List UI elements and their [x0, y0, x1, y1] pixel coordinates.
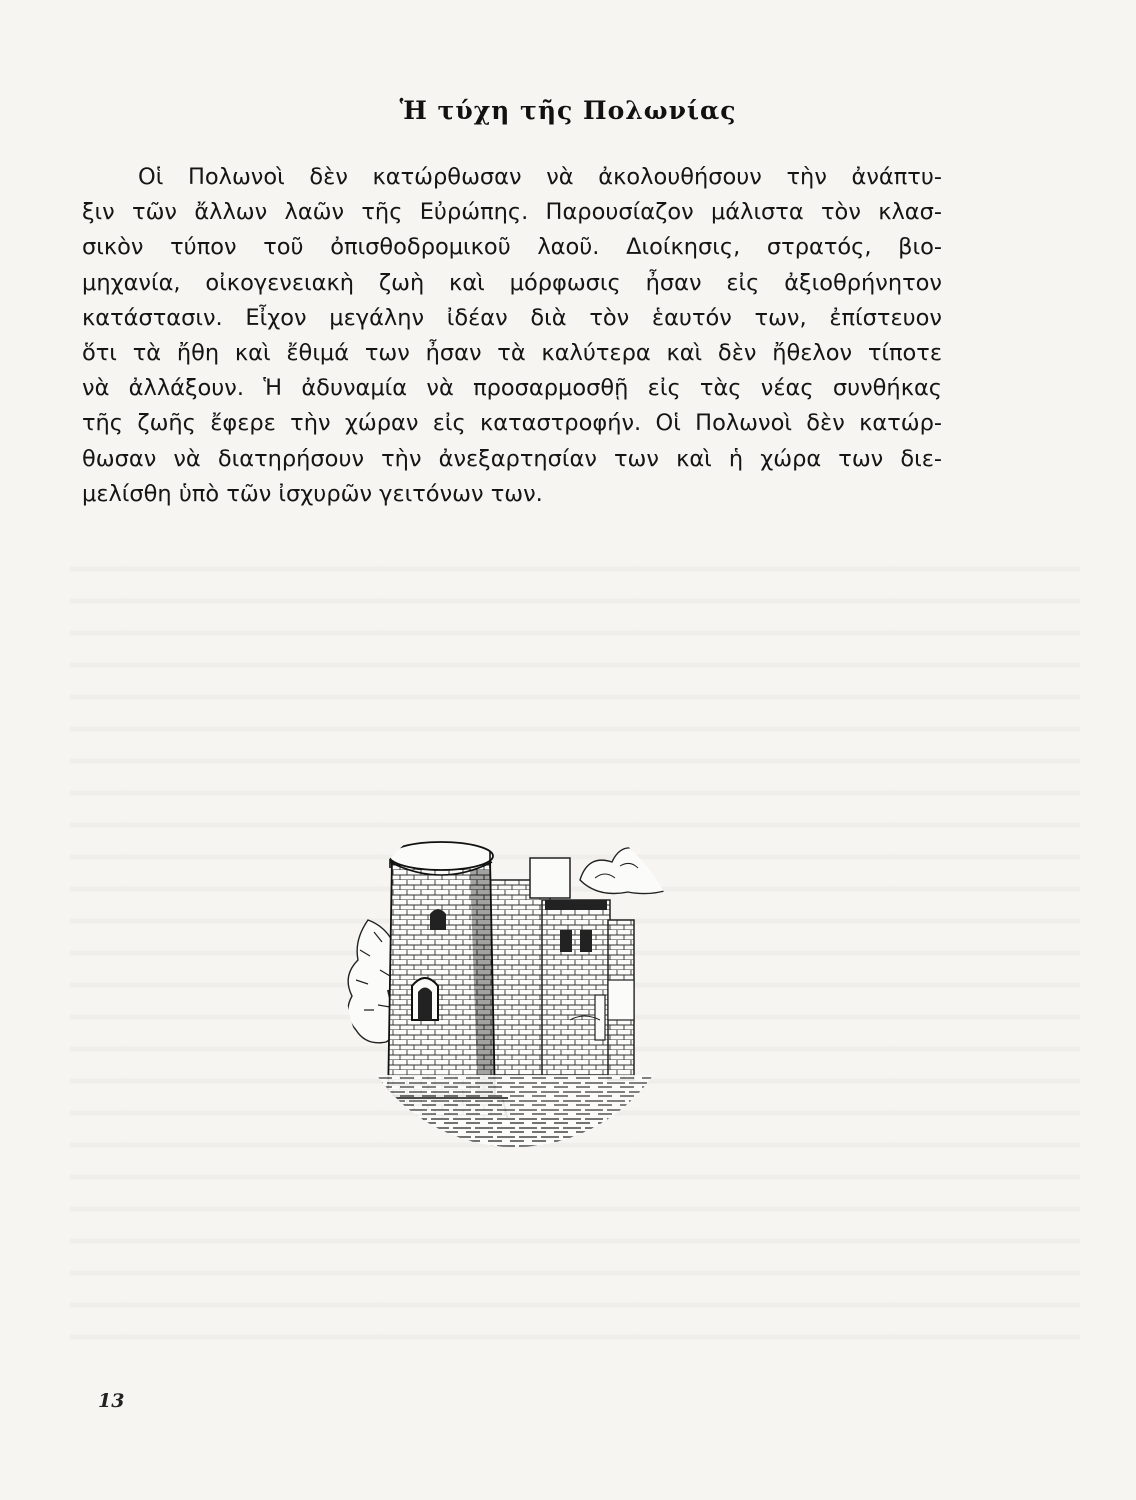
paragraph-line: μελίσθη ὑπὸ τῶν ἰσχυρῶν γειτόνων των. — [82, 480, 543, 507]
paragraph-line: ξιν τῶν ἄλλων λαῶν τῆς Εὐρώπης. Παρουσίαζον μάλιστα τὸν κλασ- — [82, 199, 942, 226]
paragraph-line: κατάστασιν. Εἶχον μεγάλην ἰδέαν διὰ τὸν ἑαυτόν των, ἐπίστευον — [82, 304, 942, 331]
paragraph-line: τῆς ζωῆς ἔφερε τὴν χώραν εἰς καταστροφήν. Οἱ Πολωνοὶ δὲν κατώρ- — [82, 410, 942, 437]
page-title: Ἡ τύχη τῆς Πολωνίας — [399, 96, 737, 125]
paragraph-line: ὅτι τὰ ἤθη καὶ ἔθιμά των ἦσαν τὰ καλύτερα καὶ δὲν ἤθελον τίποτε — [82, 339, 942, 366]
castle-illustration-icon — [330, 800, 690, 1155]
body-paragraph — [82, 160, 942, 512]
paragraph-line: μηχανία, οἰκογενειακὴ ζωὴ καὶ μόρφωσις ἦσαν εἰς ἀξιοθρήνητον — [82, 269, 942, 296]
paragraph-line: νὰ ἀλλάξουν. Ἡ ἀδυναμία νὰ προσαρμοσθῇ εἰς τὰς νέας συνθήκας — [82, 375, 942, 402]
paragraph-line: θωσαν νὰ διατηρήσουν τὴν ἀνεξαρτησίαν των καὶ ἡ χώρα των διε- — [82, 445, 942, 472]
page-number: 13 — [98, 1390, 125, 1412]
paragraph-line: Οἱ Πολωνοὶ δὲν κατώρθωσαν νὰ ἀκολουθήσουν τὴν ἀνάπτυ- — [138, 164, 942, 190]
paragraph-line: σικὸν τύπον τοῦ ὀπισθοδρομικοῦ λαοῦ. Διοίκησις, στρατός, βιο- — [82, 234, 942, 261]
